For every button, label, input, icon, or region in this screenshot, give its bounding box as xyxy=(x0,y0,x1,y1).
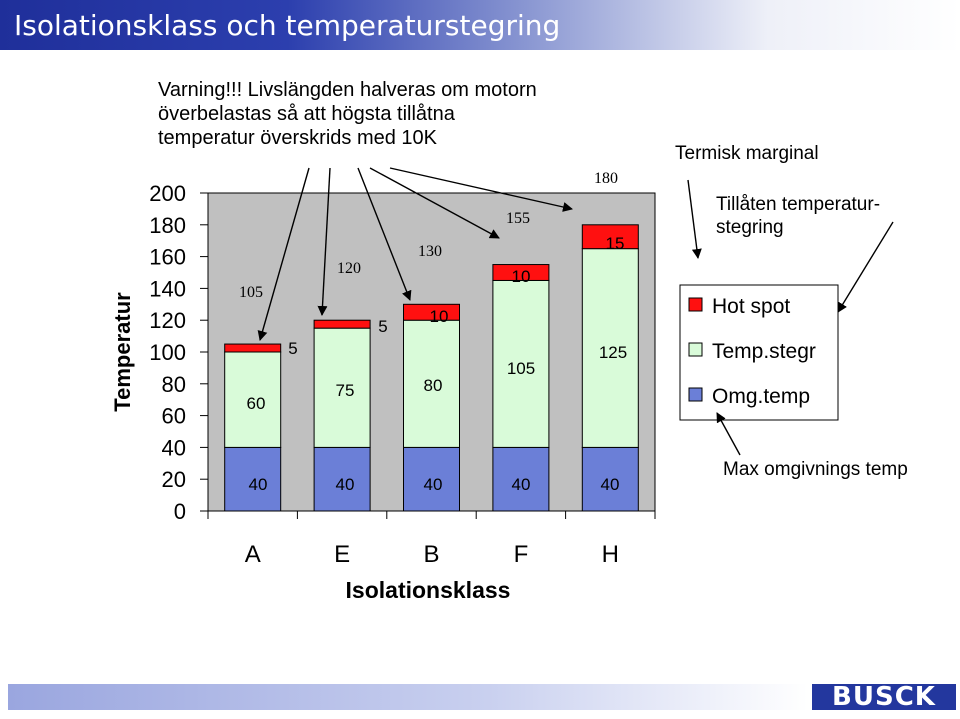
legend-label: Temp.stegr xyxy=(712,340,816,363)
data-label: 40 xyxy=(600,475,620,494)
warning-text xyxy=(158,79,537,149)
data-label: 10 xyxy=(429,307,449,326)
annotation-margin: Termisk marginal xyxy=(675,143,819,164)
legend-swatch xyxy=(689,298,702,311)
data-label: 40 xyxy=(423,475,443,494)
annotation-allowed: Tillåten temperatur- xyxy=(716,194,881,215)
legend-label: Hot spot xyxy=(712,295,791,318)
annotation-allowed: stegring xyxy=(716,217,784,238)
warning-line: Varning!!! Livslängden halveras om motorn xyxy=(158,79,537,101)
data-label: 40 xyxy=(335,475,355,494)
y-tick-label: 40 xyxy=(161,435,186,461)
data-label: 5 xyxy=(288,339,298,358)
data-label: 105 xyxy=(506,359,536,378)
y-tick-label: 0 xyxy=(173,499,186,524)
legend xyxy=(680,285,838,420)
x-tick-label: B xyxy=(423,541,440,568)
legend-swatch xyxy=(689,388,702,401)
y-tick-label: 100 xyxy=(149,340,186,365)
total-label: 155 xyxy=(506,210,530,227)
total-label: 130 xyxy=(418,243,442,260)
annotation-arrow xyxy=(838,222,893,312)
x-tick-label: H xyxy=(601,541,619,568)
slide-title: Isolationsklass och temperaturstegring xyxy=(14,9,561,42)
y-tick-label: 20 xyxy=(161,467,186,493)
y-tick-label: 60 xyxy=(161,403,186,429)
data-label: 60 xyxy=(246,394,266,413)
footer-bar xyxy=(8,684,808,710)
bar-segment xyxy=(314,320,370,328)
data-label: 10 xyxy=(511,267,531,286)
bar-segment xyxy=(225,344,281,352)
total-label: 120 xyxy=(337,260,361,277)
x-tick-label: A xyxy=(244,541,261,568)
x-tick-label: F xyxy=(513,541,529,568)
y-tick-label: 160 xyxy=(149,244,186,270)
data-label: 40 xyxy=(511,475,531,494)
warning-line: temperatur överskrids med 10K xyxy=(158,127,438,149)
x-axis-label: Isolationsklass xyxy=(345,577,511,603)
y-tick-label: 180 xyxy=(149,212,186,238)
annotation-arrow xyxy=(688,180,698,258)
data-label: 5 xyxy=(378,317,388,336)
y-tick-label: 140 xyxy=(149,276,186,302)
data-label: 40 xyxy=(248,475,268,494)
y-tick-label: 120 xyxy=(149,308,186,334)
data-label: 15 xyxy=(605,234,625,253)
data-label: 75 xyxy=(335,381,355,400)
total-label: 180 xyxy=(594,170,618,187)
data-label: 125 xyxy=(598,343,628,362)
legend-swatch xyxy=(689,343,702,356)
brand-logo: BUSCK xyxy=(812,684,956,710)
legend-label: Omg.temp xyxy=(712,385,811,408)
x-tick-label: E xyxy=(334,541,351,568)
data-label: 80 xyxy=(423,376,443,395)
annotation-ambient: Max omgivnings temp xyxy=(723,459,908,480)
total-label: 105 xyxy=(239,284,263,301)
y-tick-label: 200 xyxy=(149,181,186,206)
y-axis-label: Temperatur xyxy=(110,292,135,412)
y-tick-label: 80 xyxy=(161,371,186,397)
warning-line: överbelastas så att högsta tillåtna xyxy=(158,103,455,125)
